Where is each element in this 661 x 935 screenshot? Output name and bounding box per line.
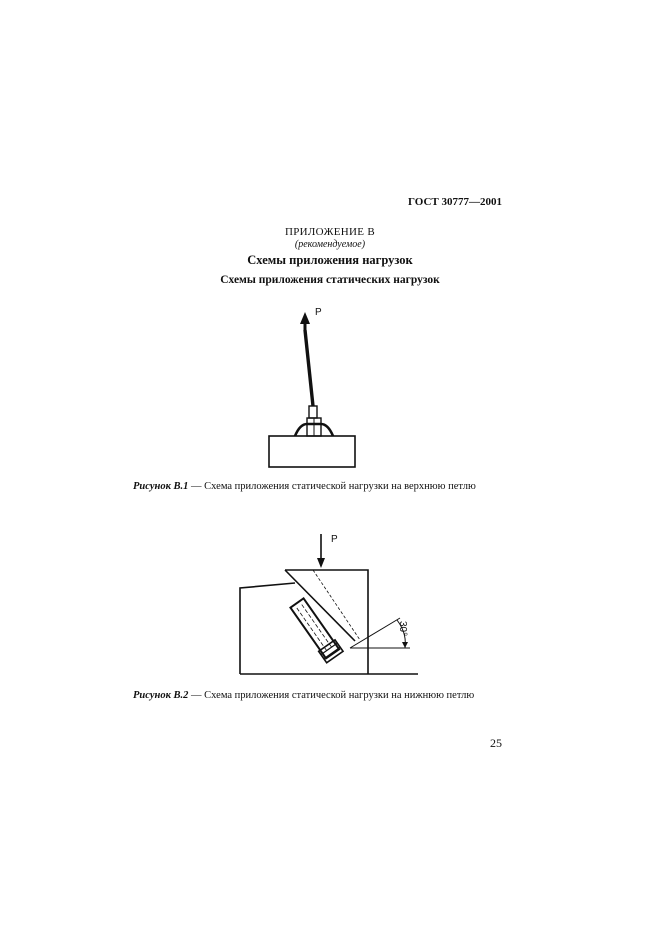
figure-b1-drawing	[255, 298, 375, 473]
sub-heading: Схемы приложения статических нагрузок	[220, 274, 440, 286]
tensioner	[309, 406, 317, 418]
figure-b1	[255, 298, 375, 473]
appendix-title: ПРИЛОЖЕНИЕ В	[284, 226, 375, 238]
page-number: 25	[490, 736, 502, 750]
force-label: Р	[315, 307, 322, 318]
figure-b1-caption-text: — Схема приложения статической нагрузки на верхнюю петлю	[188, 481, 476, 492]
hinge-body	[289, 597, 343, 663]
load-rod	[305, 330, 313, 406]
appendix-status: (рекомендуемое)	[294, 239, 366, 250]
figure-b2-caption	[133, 690, 474, 701]
force-arrow	[317, 558, 325, 568]
figure-b1-caption-label: Рисунок В.1	[133, 481, 189, 492]
figure-b1-caption	[133, 481, 476, 492]
force-label: Р	[331, 534, 338, 545]
angle-inclined	[350, 618, 400, 648]
standard-number: ГОСТ 30777—2001	[408, 196, 502, 208]
figure-b2-caption-label: Рисунок В.2	[133, 690, 189, 701]
figure-b2	[225, 528, 440, 683]
figure-b2-drawing	[225, 528, 440, 683]
main-heading: Схемы приложения нагрузок	[247, 253, 413, 267]
frame-left	[240, 583, 295, 674]
base-block	[269, 436, 355, 467]
figure-b2-caption-text: — Схема приложения статической нагрузки на нижнюю петлю	[188, 690, 475, 701]
angle-label: 30°	[397, 621, 408, 637]
